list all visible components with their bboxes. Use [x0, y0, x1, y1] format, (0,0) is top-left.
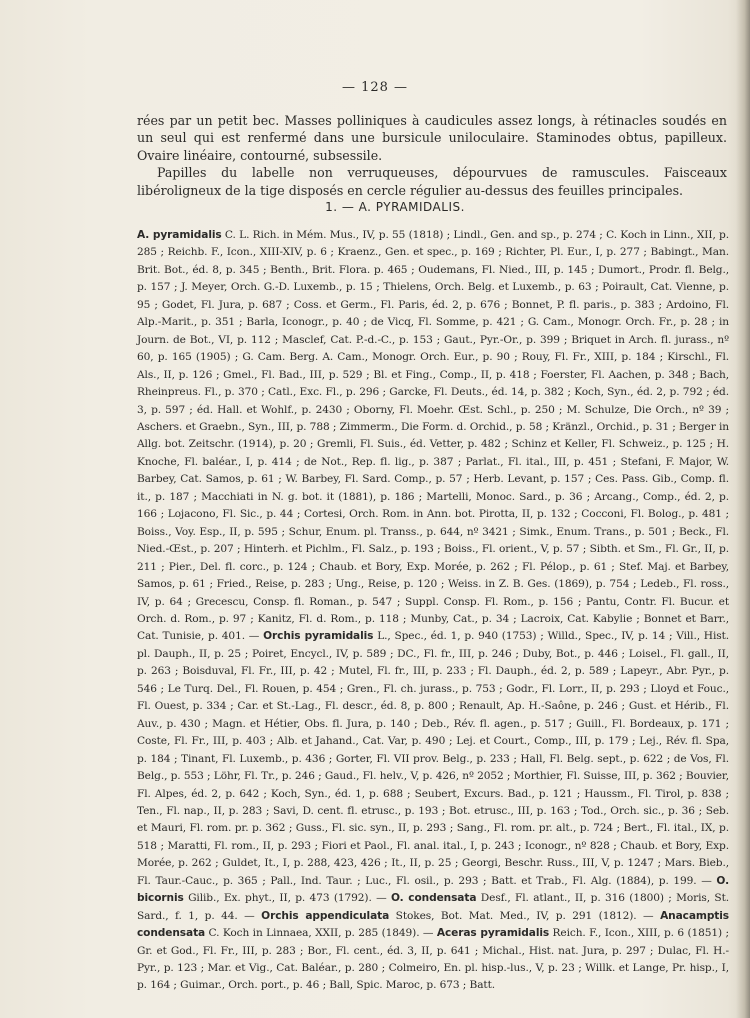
taxon-name-lead: A. pyramidalis — [137, 229, 222, 241]
taxon-name-aceras: Aceras pyramidalis — [436, 927, 550, 940]
synonymy-part-1: C. L. Rich. in Mém. Mus., IV, p. 55 (1818) ; Lindl., Gen. and sp., p. 274 ; C. Koch in Linn., XII, p. 285 ; Reichb. F., Icon., XIII-XIV, p. 6 ; Kraenz., Gen. et spec., p. 169 ; Richter, Pl. Eur., I, p. 277 ; Babingt., Man. Brit. Bot., éd. 8, p. 345 ; Benth., Brit. Flora. p. 465 ; Oudemans, Fl. Nied., III, p. 145 ; Dumort., Prodr. fl. Belg., p. 157 ; J. Meyer, Orch. G.-D. Luxemb., p. 15 ; Thielens, Orch. Belg. et Luxemb., p. 63 ; Poirault, Cat. Vienne, p. 95 ; Godet, Fl. Jura, p. 687 ; Coss. et Germ., Fl. Paris, éd. 2, p. 676 ; Bonnet, P. fl. paris., p. 383 ; Ardoino, Fl. Alp.-Marit., p. 351 ; Barla, Iconogr., p. 40 ; de Vicq, Fl. Somme, p. 421 ; G. Cam., Monogr. Orch. Fr., p. 28 ; in Journ. de Bot., VI, p. 112 ; Masclef, Cat. P.-d.-C., p. 153 ; Gaut., Pyr.-Or., p. 399 ; Briquet in Arch. fl. jurass., nº 60, p. 165 (1905) ; G. Cam. Berg. A. Cam., Monogr. Orch. Eur., p. 90 ; Rouy, Fl. Fr., XIII, p. 184 ; Kirschl., Fl. Als., II, p. 126 ; Gmel., Fl. Bad., III, p. 529 ; Bl. et Fing., Comp., II, p. 418 ; Foerster, Fl. Aachen, p. 348 ; Bach, Rheinpreus. Fl., p. 370 ; Catl., Exc. Fl., p. 296 ; Garcke, Fl. Deuts., éd. 14, p. 382 ; Koch, Syn., éd. 2, p. 792 ; éd. 3, p. 597 ; éd. Hall. et Wohlf., p. 2430 ; Oborny, Fl. Moehr. Œst. Schl., p. 250 ; M. Schulze, Die Orch., nº 39 ; Aschers. et Graebn., Syn., III, p. 788 ; Zimmerm., Die Form. d. Orchid., p. 58 ; Kränzl., Orchid., p. 31 ; Berger in Allg. bot. Zeitschr. (1914), p. 20 ; Gremli, Fl. Suis., éd. Vetter, p. 482 ; Schinz et Keller, Fl. Schweiz., p. 125 ; H. Knoche, Fl. baléar., I, p. 414 ; de Not., Rep. fl. lig., p. 387 ; Parlat., Fl. ital., III, p. 451 ; Stefani, F. Major, W. Barbey, Cat. Samos, p. 61 ; W. Barbey, Fl. Sard. Comp., p. 57 ; Herb. Levant, p. 157 ; Ces. Pass. Gib., Comp. fl. it., p. 187 ; Macchiati in N. g. bot. it (1881), p. 186 ; Martelli, Monoc. Sard., p. 36 ; Arcang., Comp., éd. 2, p. 166 ; Lojacono, Fl. Sic., p. 44 ; Cortesi, Orch. Rom. in Ann. bot. Pirotta, II, p. 132 ; Cocconi, Fl. Bolog., p. 481 ; Boiss., Voy. Esp., II, p. 595 ; Schur, Enum. pl. Transs., p. 644, nº 3421 ; Simk., Enum. Trans., p. 501 ; Beck., Fl. Nied.-Œst., p. 207 ; Hinterh. et Pichlm., Fl. Salz., p. 193 ; Boiss., Fl. orient., V, p. 57 ; Sibth. et Sm., Fl. Gr., II, p. 211 ; Pier., Del. fl. corc., p. 124 ; Chaub. et Bory, Exp. Morée, p. 262 ; Fl. Pélop., p. 61 ; Stef. Maj. et Barbey, Samos, p. 61 ; Fried., Reise, p. 283 ; Ung., Reise, p. 120 ; Weiss. in Z. B. Ges. (1869), p. 754 ; Ledeb., Fl. ross., IV, p. 64 ; Grecescu, Consp. fl. Roman., p. 547 ; Suppl. Consp. Fl. Rom., p. 156 ; Pantu, Contr. Fl. Bucur. et Orch. d. Rom., p. 97 ; Kanitz, Fl. d. Rom., p. 118 ; Munby, Cat., p. 34 ; Lacroix, Cat. Kabylie ; Bonnet et Barr., Cat. Tunisie, p. 401. — — [137, 229, 729, 643]
synonymy-part-3: Gilib., Ex. phyt., II, p. 473 (1792). — — [183, 892, 391, 905]
synonymy-part-2: L., Spec., éd. 1, p. 940 (1753) ; Willd., Spec., IV, p. 14 ; Vill., Hist. pl. Dauph., II, p. 25 ; Poiret, Encycl., IV, p. 589 ; DC., Fl. fr., III, p. 246 ; Duby, Bot., p. 446 ; Loisel., Fl. gall., II, p. 263 ; Boisduval, Fl. Fr., III, p. 42 ; Mutel, Fl. fr., III, p. 233 ; Fl. Dauph., éd. 2, p. 589 ; Lapeyr., Abr. Pyr., p. 546 ; Le Turq. Del., Fl. Rouen, p. 454 ; Gren., Fl. ch. jurass., p. 753 ; Godr., Fl. Lorr., II, p. 293 ; Lloyd et Fouc., Fl. Ouest, p. 334 ; Car. et St.-Lag., Fl. descr., éd. 8, p. 800 ; Renault, Ap. H.-Saône, p. 246 ; Gust. et Hérib., Fl. Auv., p. 430 ; Magn. et Hétier, Obs. fl. Jura, p. 140 ; Deb., Rév. fl. agen., p. 517 ; Guill., Fl. Bordeaux, p. 171 ; Coste, Fl. Fr., III, p. 403 ; Alb. et Jahand., Cat. Var, p. 490 ; Lej. et Court., Comp., III, p. 179 ; Lej., Rév. fl. Spa, p. 184 ; Tinant, Fl. Luxemb., p. 436 ; Gorter, Fl. VII prov. Belg., p. 233 ; Hall, Fl. Belg. sept., p. 622 ; de Vos, Fl. Belg., p. 553 ; Löhr, Fl. Tr., p. 246 ; Gaud., Fl. helv., V, p. 426, nº 2052 ; Morthier, Fl. Suisse, III, p. 362 ; Bouvier, Fl. Alpes, éd. 2, p. 642 ; Koch, Syn., éd. 1, p. 688 ; Seubert, Excurs. Bad., p. 121 ; Haussm., Fl. Tirol, p. 838 ; Ten., Fl. nap., II, p. 283 ; Savi, D. cent. fl. etrusc., p. 193 ; Bot. etrusc., III, p. 163 ; Tod., Orch. sic., p. 36 ; Seb. et Mauri, Fl. rom. pr. p. 362 ; Guss., Fl. sic. syn., II, p. 293 ; Sang., Fl. rom. pr. alt., p. 724 ; Bert., Fl. ital., IX, p. 518 ; Maratti, Fl. rom., II, p. 293 ; Fiori et Paol., Fl. anal. ital., I, p. 243 ; Iconogr., nº 828 ; Chaub. et Bory, Exp. Morée, p. 262 ; Guldet, It., I, p. 288, 423, 426 ; It., II, p. 25 ; Georgi, Beschr. Russ., III, V, p. 1247 ; Mars. Bieb., Fl. Taur.-Cauc., p. 365 ; Pall., Ind. Taur. ; Luc., Fl. osil., p. 293 ; Batt. et Trab., Fl. Alg. (1884), p. 199. — — [137, 630, 729, 887]
taxon-name-condensata: O. condensata — [391, 892, 477, 905]
taxon-name-orchis-appendiculata: Orchis appendiculata — [261, 909, 390, 922]
taxon-name-anacamptis: Anacamptis condensata — [137, 909, 730, 940]
page-edge-shadow — [736, 0, 750, 1018]
taxon-name-bicornis: O. bicornis — [137, 874, 729, 905]
synonymy-part-5: Stokes, Bot. Mat. Med., IV, p. 291 (1812). — — [389, 909, 661, 922]
synonymy-part-7: Reich. F., Icon., XIII, p. 6 (1851) ; Gr. et God., Fl. Fr., III, p. 283 ; Bor., Fl. cent., éd. 3, II, p. 641 ; Michal., Hist. nat. Jura, p. 297 ; Dulac, Fl. H.-Pyr., p. 123 ; Mar. et Vig., Cat. Baléar., p. 280 ; Colmeiro, En. pl. hisp.-lus., V, p. 23 ; Willk. et Lange, Pr. hisp., I, p. 164 ; Guimar., Orch. port., p. 46 ; Ball, Spic. Maroc, p. 673 ; Batt. — [137, 927, 729, 992]
section-heading: 1. — A. PYRAMIDALIS. — [325, 200, 465, 214]
intro-paragraph-1: rées par un petit bec. Masses polliniques à caudicules assez longs, à rétinacles soudés en un seul qui est renfermé dans une bursicule uniloculaire. Staminodes obtus, papilleux. Ovaire linéaire, contourné, subsessile. — [137, 113, 727, 163]
synonymy-text — [137, 227, 729, 995]
page-number: — 128 — — [341, 80, 409, 95]
taxon-name-orchis-pyramidalis: Orchis pyramidalis — [263, 630, 374, 643]
synonymy-part-4: Desf., Fl. atlant., II, p. 316 (1800) ; Moris, St. Sard., f. 1, p. 44. — — [137, 892, 729, 922]
synonymy-part-6: C. Koch in Linnaea, XXII, p. 285 (1849). — — [205, 927, 437, 940]
intro-paragraph-2: Papilles du labelle non verruqueuses, dépourvues de ramuscules. Faisceaux libéroligneux de la tige disposés en cercle régulier au-dessus des feuilles principales. — [137, 165, 727, 198]
intro-paragraphs — [137, 112, 727, 199]
